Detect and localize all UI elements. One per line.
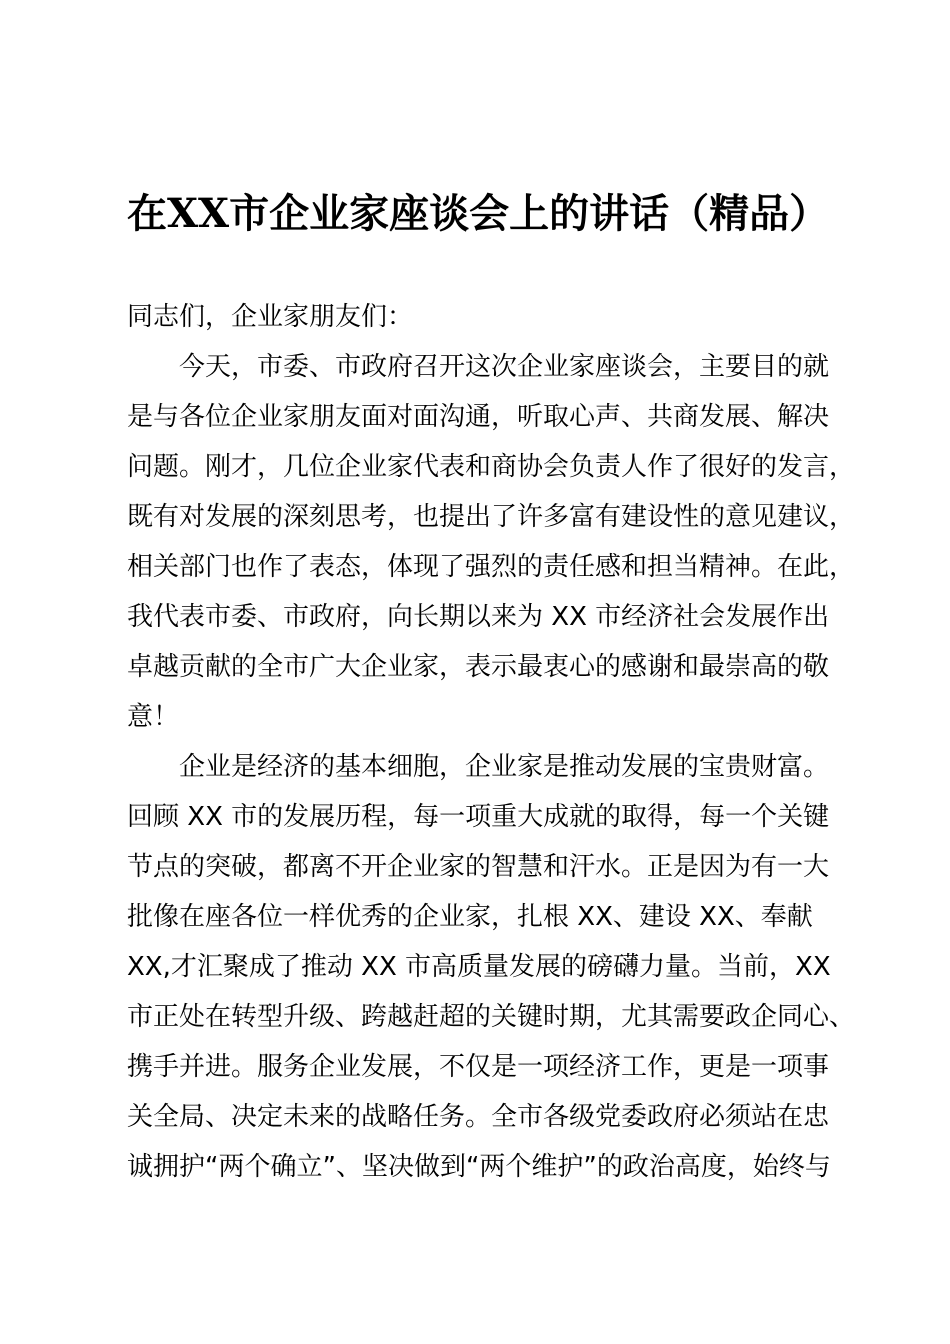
text-line: 我代表市委、市政府，向长期以来为 XX 市经济社会发展作出	[127, 602, 830, 632]
text-line: 卓越贡献的全市广大企业家，表示最衷心的感谢和最崇高的敬	[127, 652, 830, 682]
text-line: 批像在座各位一样优秀的企业家，扎根 XX、建设 XX、奉献	[127, 902, 813, 932]
text-line: 回顾 XX 市的发展历程，每一项重大成就的取得，每一个关键	[127, 802, 830, 832]
text-line: 节点的突破，都离不开企业家的智慧和汗水。正是因为有一大	[127, 852, 830, 882]
text-line: 是与各位企业家朋友面对面沟通，听取心声、共商发展、解决	[127, 402, 830, 432]
text-line: 市正处在转型升级、跨越赶超的关键时期，尤其需要政企同心、	[127, 1002, 856, 1032]
document-title: 在XX市企业家座谈会上的讲话（精品）	[127, 190, 830, 237]
text-line: 关全局、决定未来的战略任务。全市各级党委政府必须站在忠	[127, 1102, 830, 1132]
text-line: 意！	[127, 702, 180, 732]
text-line: 企业是经济的基本细胞，企业家是推动发展的宝贵财富。	[179, 752, 830, 782]
text-line: 相关部门也作了表态，体现了强烈的责任感和担当精神。在此，	[127, 552, 856, 582]
salutation: 同志们，企业家朋友们：	[127, 302, 414, 332]
text-line: 今天，市委、市政府召开这次企业家座谈会，主要目的就	[179, 352, 830, 382]
paragraph-1	[127, 342, 856, 742]
document-body	[127, 292, 856, 1192]
text-line: 问题。刚才，几位企业家代表和商协会负责人作了很好的发言，	[127, 452, 856, 482]
text-line: XX,才汇聚成了推动 XX 市高质量发展的磅礴力量。当前，XX	[127, 952, 831, 982]
text-line: 携手并进。服务企业发展，不仅是一项经济工作，更是一项事	[127, 1052, 830, 1082]
text-line: 诚拥护“两个确立”、坚决做到“两个维护”的政治高度，始终与	[127, 1152, 831, 1182]
paragraph-2	[127, 742, 856, 1192]
text-line: 既有对发展的深刻思考，也提出了许多富有建设性的意见建议，	[127, 502, 856, 532]
